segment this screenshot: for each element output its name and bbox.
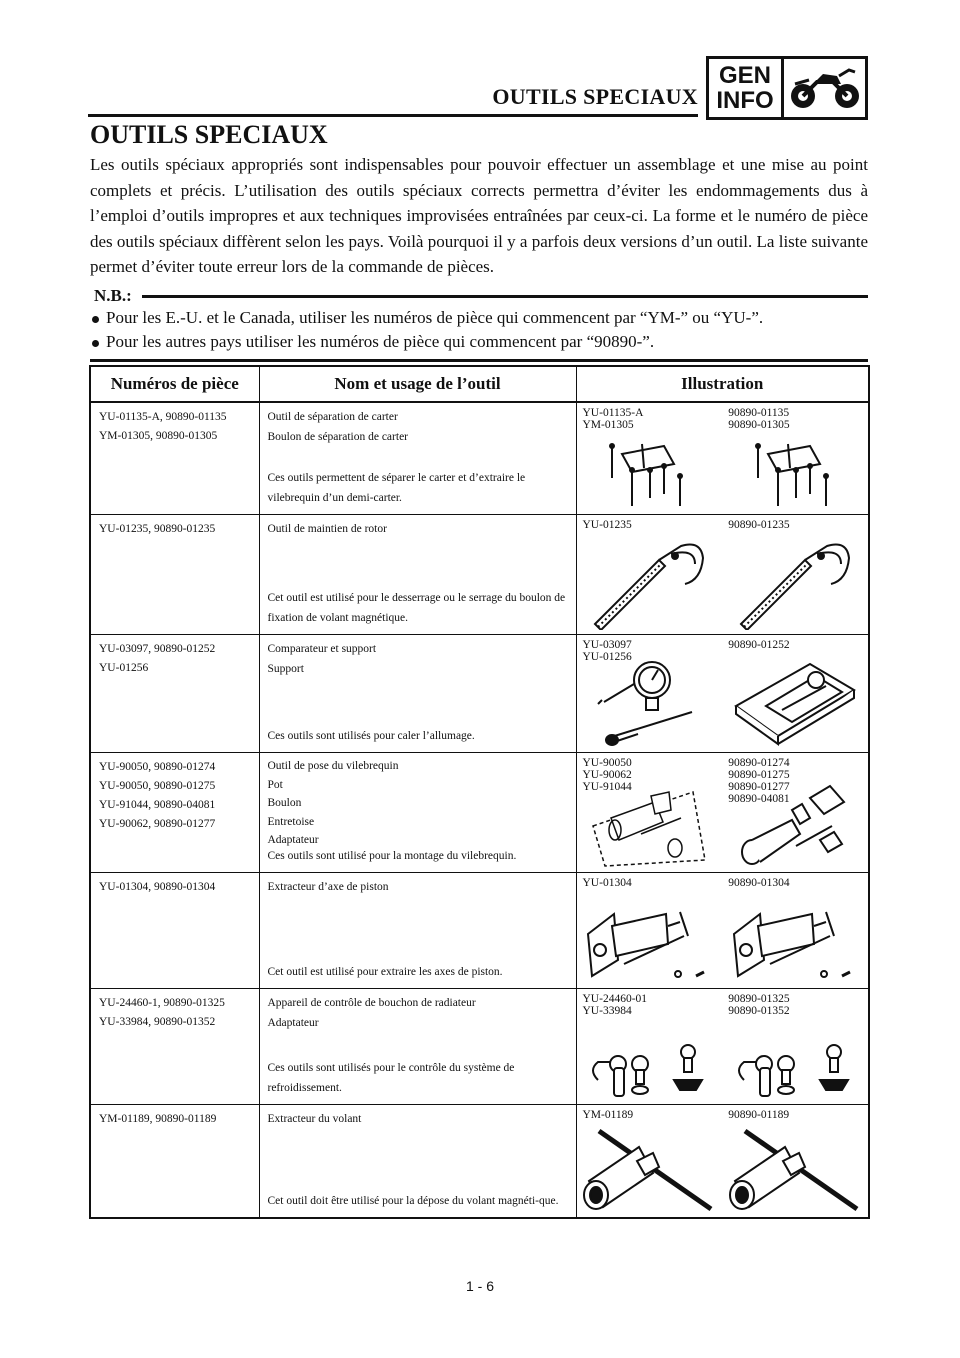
part-number: YM-01189, 90890-01189 (99, 1113, 217, 1125)
illustration-us-version (577, 753, 723, 872)
badge-line-1: GEN (718, 62, 771, 89)
rotor-holder-illustration (735, 540, 855, 630)
note-item: Pour les E.-U. et le Canada, utiliser les numéros de pièce qui commencent par “YM-” ou “YU-”. (92, 306, 868, 330)
illustration-part-label: YU-03097 YU-01256 (582, 639, 632, 663)
part-number: YU-90050, 90890-01275 (99, 780, 216, 792)
note-rule (142, 295, 868, 298)
illustration-part-label: 90890-01274 90890-01275 90890-01277 90890-04081 (728, 757, 790, 805)
table-row (90, 515, 869, 635)
tool-name: Comparateur et support (267, 643, 377, 655)
illustration-intl-version (722, 753, 868, 872)
table-row (90, 753, 869, 873)
tool-name-cell (259, 989, 576, 1105)
crankcase-separator-illustration (750, 440, 840, 510)
illustration-part-label: YU-90050 YU-90062 YU-91044 (582, 757, 632, 793)
illustration-cell (576, 515, 869, 635)
note-item: Pour les autres pays utiliser les numéros de pièce qui commencent par “90890-”. (92, 330, 868, 354)
note-block (90, 286, 868, 362)
bullet-icon (92, 340, 99, 347)
part-numbers-cell (90, 989, 259, 1105)
illustration-us-version (577, 989, 723, 1104)
tool-name: Entretoise (267, 815, 315, 828)
radiator-cap-tester-illustration (730, 1040, 860, 1100)
tool-name: Extracteur du volant (267, 1113, 362, 1125)
illustration-us-version (577, 403, 723, 514)
part-number: YM-01305, 90890-01305 (99, 430, 218, 442)
illustration-intl-version (722, 515, 868, 634)
tool-name: Adaptateur (267, 1017, 319, 1029)
illustration-part-label: 90890-01325 90890-01352 (728, 993, 790, 1017)
part-number: YU-01135-A, 90890-01135 (99, 411, 227, 423)
table-row (90, 402, 869, 515)
tool-name: Outil de pose du vilebrequin (267, 760, 399, 772)
illustration-intl-version (722, 989, 868, 1104)
tool-usage-description: Ces outils sont utilisés pour le contrôle du système de refroidissement. (267, 1062, 515, 1094)
col-header-illustration: Illustration (576, 366, 869, 402)
tool-usage-description: Cet outil est utilisé pour extraire les axes de piston. (267, 966, 503, 978)
part-number: YU-33984, 90890-01352 (99, 1016, 216, 1028)
flywheel-puller-illustration (579, 1121, 719, 1213)
tool-name-cell (259, 753, 576, 873)
motorcycle-icon (787, 64, 863, 112)
part-number: YU-90062, 90890-01277 (99, 818, 216, 830)
tool-name-cell (259, 402, 576, 515)
illustration-part-label: YU-01135-A YM-01305 (582, 407, 644, 431)
part-number: YU-01304, 90890-01304 (99, 881, 216, 893)
illustration-us-version (577, 515, 723, 634)
table-row (90, 1105, 869, 1219)
illustration-part-label: YU-01304 (582, 877, 632, 889)
table-header-row (90, 366, 869, 402)
bullet-icon (92, 316, 99, 323)
radiator-cap-tester-illustration (584, 1040, 714, 1100)
illustration-cell (576, 635, 869, 753)
note-label: N.B.: (94, 286, 132, 305)
special-tools-table (89, 365, 870, 1219)
part-numbers-cell (90, 753, 259, 873)
table-row (90, 989, 869, 1105)
tool-usage-description: Ces outils sont utilisé pour la montage du vilebrequin. (267, 850, 517, 862)
part-numbers-cell (90, 635, 259, 753)
flywheel-puller-illustration (725, 1121, 865, 1213)
part-numbers-cell (90, 515, 259, 635)
part-numbers-cell (90, 402, 259, 515)
section-title: OUTILS SPECIAUX (90, 120, 328, 149)
part-number: YU-91044, 90890-04081 (99, 799, 216, 811)
illustration-intl-version (722, 635, 868, 752)
part-number: YU-03097, 90890-01252 (99, 643, 216, 655)
tool-usage-description: Cet outil est utilisé pour le desserrage ou le serrage du boulon de fixation de volant magnétique. (267, 592, 566, 624)
illustration-part-label: YM-01189 (582, 1109, 634, 1121)
tool-name-cell (259, 515, 576, 635)
crankshaft-installer-illustration (740, 780, 850, 868)
illustration-part-label: 90890-01252 (728, 639, 790, 651)
gen-info-badge (706, 56, 868, 120)
tool-name-cell (259, 1105, 576, 1219)
col-header-part-numbers: Numéros de pièce (90, 366, 259, 402)
illustration-part-label: 90890-01135 90890-01305 (728, 407, 790, 431)
part-numbers-cell (90, 1105, 259, 1219)
part-number: YU-01256 (99, 662, 149, 674)
illustration-cell (576, 873, 869, 989)
page-number: 1 - 6 (465, 1278, 494, 1294)
illustration-us-version (577, 1105, 723, 1217)
tool-name: Extracteur d’axe de piston (267, 881, 389, 893)
tool-name: Boulon (267, 797, 302, 809)
illustration-part-label: 90890-01235 (728, 519, 790, 531)
tool-usage-description: Ces outils permettent de séparer le carter et d’extraire le vilebrequin d’un demi-carter. (267, 472, 526, 504)
tool-name: Pot (267, 778, 283, 791)
crankcase-separator-illustration (604, 440, 694, 510)
part-number: YU-90050, 90890-01274 (99, 761, 216, 773)
piston-pin-puller-illustration (730, 908, 860, 984)
col-header-tool-name: Nom et usage de l’outil (259, 366, 576, 402)
illustration-us-version (577, 873, 723, 988)
part-number: YU-01235, 90890-01235 (99, 523, 216, 535)
illustration-part-label: YU-24460-01 YU-33984 (582, 993, 648, 1017)
tool-name-cell (259, 873, 576, 989)
illustration-part-label: 90890-01304 (728, 877, 790, 889)
dial-gauge-illustration (594, 658, 704, 748)
tool-name: Outil de maintien de rotor (267, 523, 387, 535)
note-bottom-rule (90, 359, 868, 362)
illustration-intl-version (722, 403, 868, 514)
illustration-intl-version (722, 1105, 868, 1217)
piston-pin-puller-illustration (584, 908, 714, 984)
part-number: YU-24460-1, 90890-01325 (99, 997, 225, 1009)
illustration-intl-version (722, 873, 868, 988)
tool-usage-description: Cet outil doit être utilisé pour la dépose du volant magnéti-que. (267, 1195, 559, 1207)
tool-name: Outil de séparation de carter (267, 411, 398, 423)
tool-name: Appareil de contrôle de bouchon de radiateur (267, 997, 476, 1009)
part-numbers-cell (90, 873, 259, 989)
illustration-cell (576, 402, 869, 515)
table-row (90, 873, 869, 989)
gauge-set-case-illustration (730, 658, 860, 748)
intro-paragraph: Les outils spéciaux appropriés sont indispensables pour pouvoir effectuer un assemblage et une mise au point complets et précis. L’utilisation des outils spéciaux corrects permettra d’éviter les endommagements dus à l’emploi d’outils impropres et aux techniques improvisées entraînées par ceux-ci. La forme et le numéro de pièce des outils spéciaux diffèrent selon les pays. Voilà pourquoi il y a parfois deux versions d’un outil. La liste suivante permet d’éviter toute erreur lors de la commande de pièces. (90, 155, 868, 276)
illustration-cell (576, 753, 869, 873)
illustration-part-label: 90890-01189 (728, 1109, 790, 1121)
tool-name: Adaptateur (267, 834, 319, 846)
illustration-part-label: YU-01235 (582, 519, 632, 531)
tool-name: Boulon de séparation de carter (267, 431, 408, 443)
header-rule (88, 114, 698, 117)
illustration-cell (576, 1105, 869, 1219)
header-title: OUTILS SPECIAUX (492, 84, 698, 109)
badge-line-2: INFO (716, 87, 774, 114)
tool-name: Support (267, 663, 304, 675)
page-header (88, 56, 868, 122)
illustration-cell (576, 989, 869, 1105)
illustration-us-version (577, 635, 723, 752)
table-row (90, 635, 869, 753)
tool-usage-description: Ces outils sont utilisés pour caler l’allumage. (267, 730, 475, 742)
rotor-holder-illustration (589, 540, 709, 630)
crankshaft-installer-illustration (589, 788, 709, 868)
tool-name-cell (259, 635, 576, 753)
